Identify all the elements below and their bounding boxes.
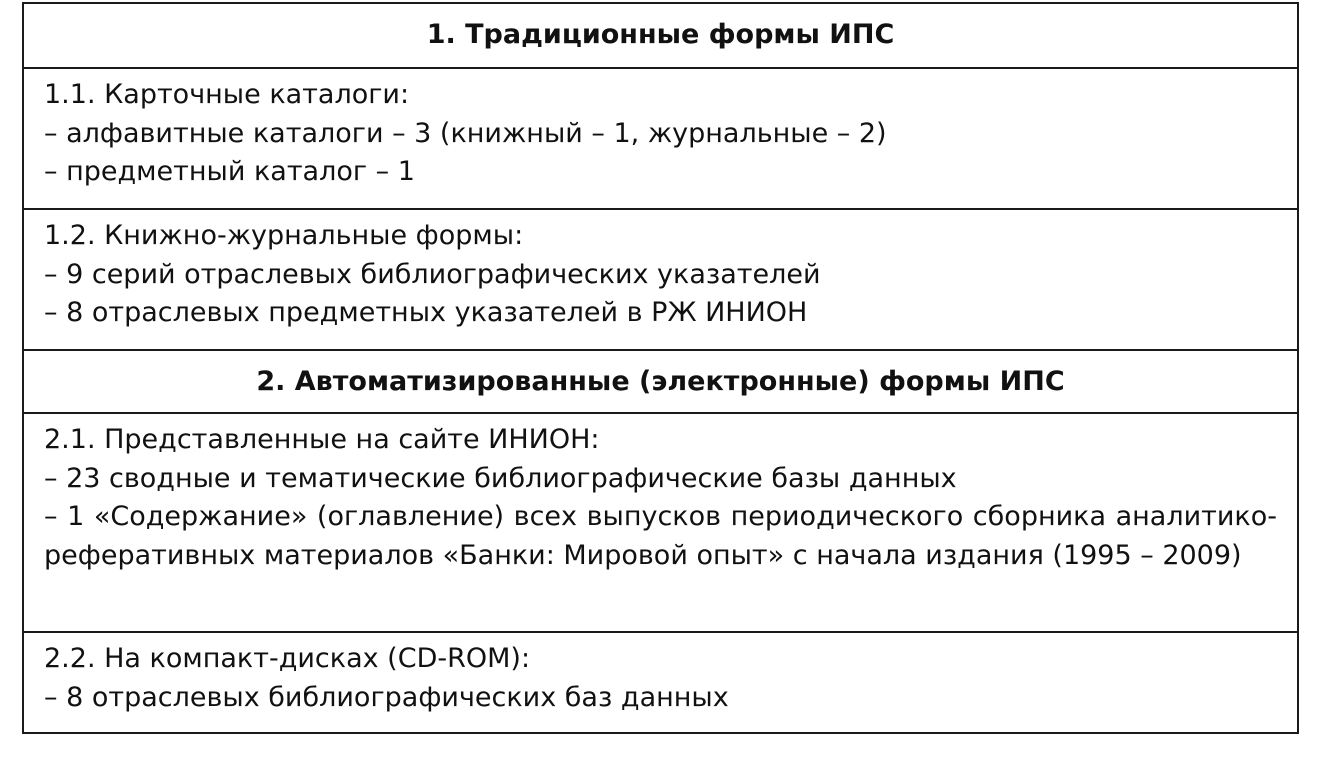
- block-1-2: [24, 208, 1297, 349]
- list-item: – 8 отраслевых предметных указателей в РЖ ИНИОН: [44, 297, 808, 328]
- list-item: – 8 отраслевых библиографических баз данных: [44, 681, 729, 713]
- list-item: – алфавитные каталоги – 3 (книжный – 1, журнальные – 2): [44, 117, 887, 149]
- ips-forms-table: [22, 2, 1299, 734]
- block-2-1: [24, 412, 1297, 631]
- list-item: – 1 «Содержание» (оглавление) всех выпусков периодического сборника аналитико-реферативных материалов «Банки: Мировой опыт» с начала издания (1995 – 2009): [44, 501, 1277, 571]
- block-1-2-heading: 1.2. Книжно-журнальные формы:: [44, 220, 524, 251]
- list-item: – предметный каталог – 1: [44, 156, 415, 187]
- block-2-2-heading: 2.2. На компакт-дисках (CD-ROM):: [44, 643, 531, 674]
- list-item: – 23 сводные и тематические библиографические базы данных: [44, 462, 957, 494]
- block-2-1-heading: 2.1. Представленные на сайте ИНИОН:: [44, 424, 600, 455]
- section-1-title: 1. Традиционные формы ИПС: [426, 19, 895, 50]
- block-2-2: [24, 631, 1297, 732]
- section-2-title: 2. Автоматизированные (электронные) формы ИПС: [24, 349, 1297, 412]
- block-1-1: [24, 67, 1297, 208]
- list-item: – 9 серий отраслевых библиографических указателей: [44, 258, 821, 290]
- block-1-1-heading: 1.1. Карточные каталоги:: [44, 79, 410, 110]
